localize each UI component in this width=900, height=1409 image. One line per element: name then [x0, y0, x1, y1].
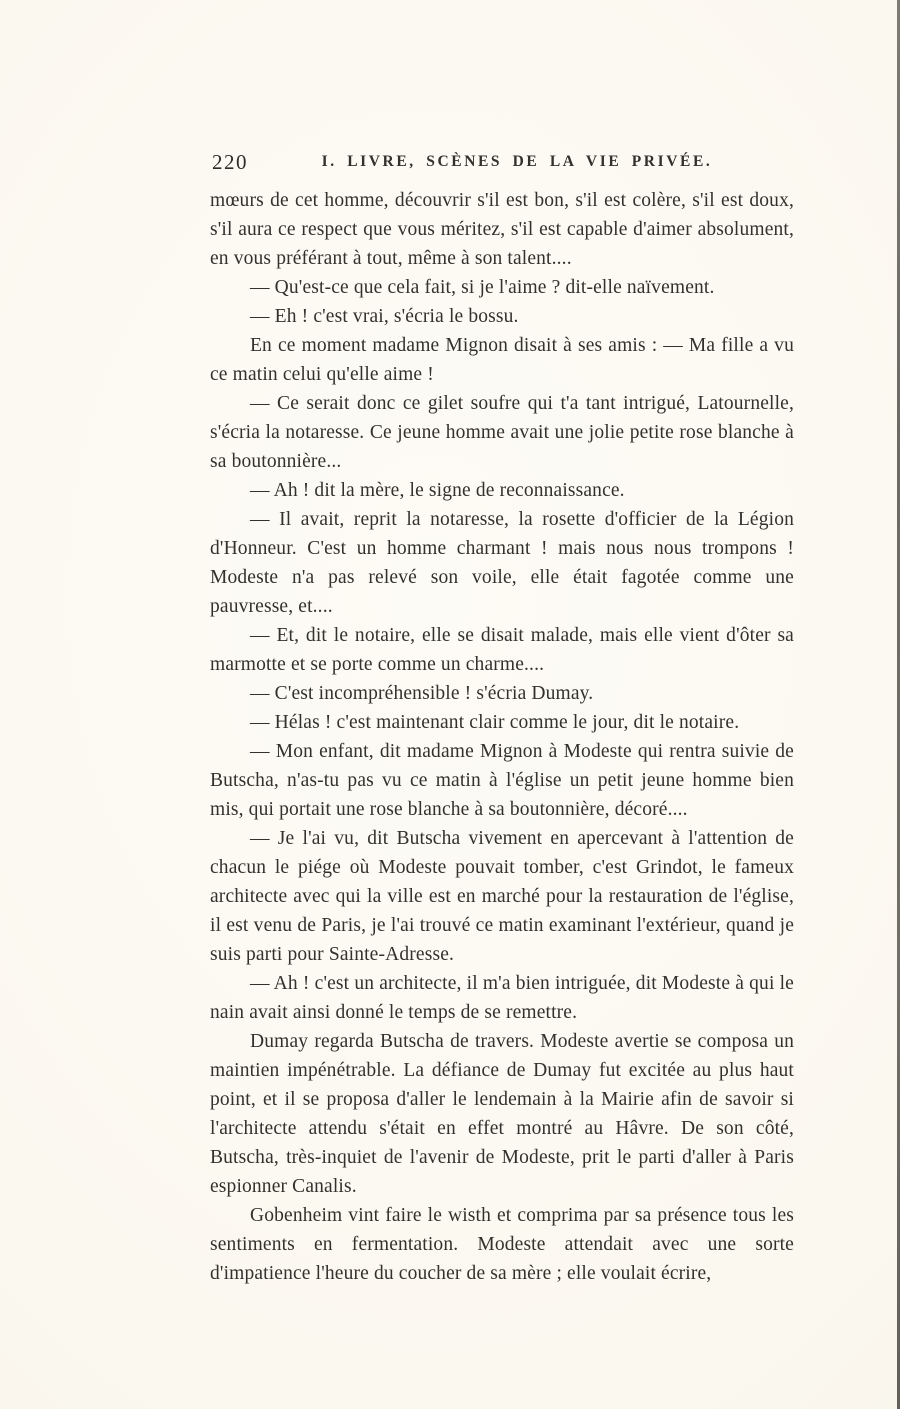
text-block: [210, 186, 794, 1288]
paragraph: — Mon enfant, dit madame Mignon à Modeste qui rentra suivie de Butscha, n'as-tu pas vu ce matin à l'église un petit jeune homme bien mis, qui portait une rose blanche à sa boutonnière, décoré....: [210, 741, 794, 820]
page-header: [210, 150, 794, 176]
paragraph: — Hélas ! c'est maintenant clair comme le jour, dit le notaire.: [250, 712, 740, 733]
paragraph: — Ah ! dit la mère, le signe de reconnaissance.: [250, 480, 625, 501]
paragraph: — Je l'ai vu, dit Butscha vivement en apercevant à l'attention de chacun le piége où Modeste pouvait tomber, c'est Grindot, le fameux architecte avec qui la ville est en marché pour la restauration de l'église, il est venu de Paris, je l'ai trouvé ce matin examinant l'extérieur, quand je suis parti pour Sainte-Adresse.: [210, 828, 794, 965]
paragraph: — Et, dit le notaire, elle se disait malade, mais elle vient d'ôter sa marmotte et se porte comme un charme....: [210, 625, 794, 675]
page-number: 220: [212, 150, 248, 174]
paragraph: Dumay regarda Butscha de travers. Modeste avertie se composa un maintien impénétrable. La défiance de Dumay fut excitée au plus haut point, et il se proposa d'aller le lendemain à la Mairie afin de savoir si l'architecte attendu s'était en effet montré au Hâvre. De son côté, Butscha, très-inquiet de l'avenir de Modeste, prit le parti d'aller à Paris espionner Canalis.: [210, 1031, 794, 1197]
paragraph: — Ce serait donc ce gilet soufre qui t'a tant intrigué, Latournelle, s'écria la notaresse. Ce jeune homme avait une jolie petite rose blanche à sa boutonnière...: [210, 393, 794, 472]
paragraph: — Ah ! c'est un architecte, il m'a bien intriguée, dit Modeste à qui le nain avait ainsi donné le temps de se remettre.: [210, 973, 794, 1023]
paragraph: mœurs de cet homme, découvrir s'il est bon, s'il est colère, s'il est doux, s'il aura ce respect que vous méritez, s'il est capable d'aimer absolument, en vous préférant à tout, même à son talent....: [210, 190, 794, 269]
running-title: I. LIVRE, SCÈNES DE LA VIE PRIVÉE.: [321, 153, 713, 170]
paragraph: — Qu'est-ce que cela fait, si je l'aime ? dit-elle naïvement.: [250, 277, 715, 298]
paragraph: En ce moment madame Mignon disait à ses amis : — Ma fille a vu ce matin celui qu'elle aime !: [210, 335, 794, 385]
paragraph: — C'est incompréhensible ! s'écria Dumay.: [250, 683, 594, 704]
paragraph: — Eh ! c'est vrai, s'écria le bossu.: [250, 306, 519, 327]
paragraph: — Il avait, reprit la notaresse, la rosette d'officier de la Légion d'Honneur. C'est un homme charmant ! mais nous nous trompons ! Modeste n'a pas relevé son voile, elle était fagotée comme une pauvresse, et....: [210, 509, 794, 617]
paragraph: Gobenheim vint faire le wisth et comprima par sa présence tous les sentiments en fermentation. Modeste attendait avec une sorte d'impatience l'heure du coucher de sa mère ; elle voulait écrire,: [210, 1205, 794, 1284]
